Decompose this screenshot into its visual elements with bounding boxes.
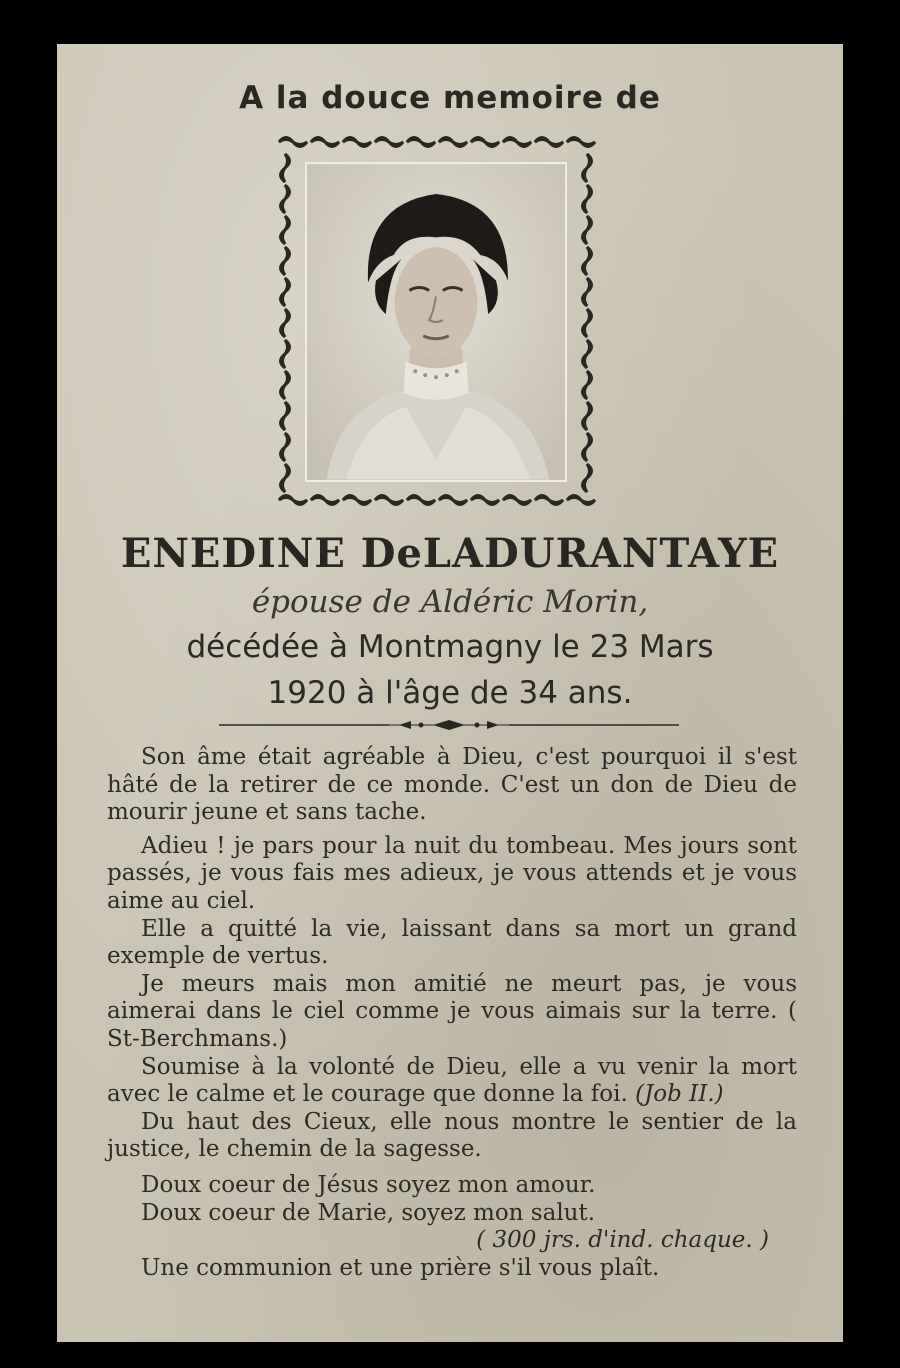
closing-request: Une communion et une prière s'il vous plaît. <box>141 1254 660 1281</box>
portrait-photo <box>305 162 567 482</box>
deceased-name: ENEDINE DeLADURANTAYE <box>120 530 780 577</box>
memorial-text <box>107 744 797 1282</box>
prayer-marie: Doux coeur de Marie, soyez mon salut. <box>141 1199 596 1226</box>
paragraph-5-text: Soumise à la volonté de Dieu, elle a vu venir la mort avec le calme et le courage que donne la foi. <box>107 1053 797 1108</box>
ornamental-divider <box>219 718 679 732</box>
paragraph-1: Son âme était agréable à Dieu, c'est pourquoi il s'est hâté de la retirer de ce monde. C'est un don de Dieu de mourir jeune et sans tache. <box>107 744 797 826</box>
prayers <box>107 1172 797 1282</box>
header-text: A la douce memoire de <box>239 80 661 116</box>
death-year-age: 1920 à l'âge de 34 ans. <box>267 675 633 711</box>
paragraph-4: Je meurs mais mon amitié ne meurt pas, je vous aimerai dans le ciel comme je vous aimais sur la terre. ( St-Berchmans.) <box>107 970 797 1052</box>
death-details <box>57 624 843 716</box>
spouse-line: épouse de Aldéric Morin, <box>251 584 649 620</box>
paragraph-2: Adieu ! je pars pour la nuit du tombeau. Mes jours sont passés, je vous fais mes adieux, je vous attends et je vous aime au ciel. <box>107 832 797 914</box>
prayer-jesus: Doux coeur de Jésus soyez mon amour. <box>141 1171 596 1198</box>
paragraph-6: Du haut des Cieux, elle nous montre le sentier de la justice, le chemin de la sagesse. <box>107 1108 797 1163</box>
indulgence-note: ( 300 jrs. d'ind. chaque. ) <box>476 1227 769 1254</box>
portrait-frame <box>271 128 601 514</box>
job-reference: (Job II.) <box>635 1081 724 1108</box>
paragraph-3: Elle a quitté la vie, laissant dans sa mort un grand exemple de vertus. <box>107 915 797 970</box>
paragraph-5 <box>107 1054 797 1109</box>
memorial-card <box>57 44 843 1342</box>
woman-portrait-image <box>307 164 565 480</box>
death-place-date: décédée à Montmagny le 23 Mars <box>186 629 714 665</box>
